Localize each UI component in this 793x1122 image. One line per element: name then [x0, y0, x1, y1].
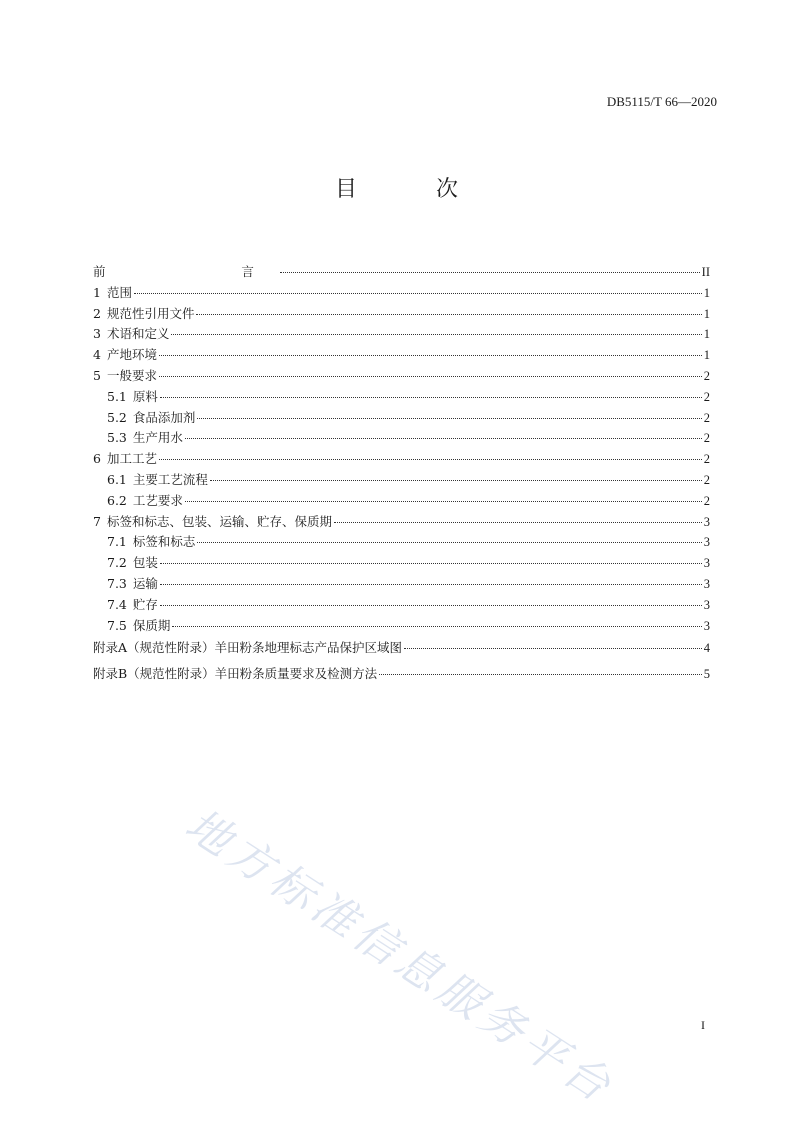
toc-entry-page: 5 [703, 667, 710, 682]
toc-entry-label: 标签和标志、包装、运输、贮存、保质期 [106, 513, 332, 529]
page-number: I [701, 1018, 705, 1032]
toc-entry[interactable] [93, 262, 710, 283]
toc-entry-number: 4 [93, 347, 101, 363]
toc-entry-label: 生产用水 [132, 430, 183, 446]
toc-entry[interactable] [93, 512, 710, 533]
toc-entry-label: 术语和定义 [106, 326, 170, 342]
toc-entry-label: 范围 [106, 284, 132, 300]
toc-entry-label: 加工工艺 [106, 451, 157, 467]
toc-entry-label: 一般要求 [106, 367, 157, 383]
toc-entry-number: 7.2 [107, 555, 127, 571]
toc-entry[interactable] [93, 470, 710, 491]
toc-entry-page: 2 [703, 368, 710, 383]
toc-entry[interactable] [93, 532, 710, 553]
toc-entry-page: 2 [703, 410, 710, 425]
toc-entry-label: 附录A（规范性附录）羊田粉条地理标志产品保护区域图 [93, 640, 403, 656]
toc-entry-label: 产地环境 [106, 347, 157, 363]
toc-leader-dots [134, 293, 702, 294]
toc-entry[interactable] [93, 283, 710, 304]
toc-entry-label: 主要工艺流程 [132, 471, 208, 487]
toc-entry-label: 食品添加剂 [132, 409, 196, 425]
toc-title: 目 次 [335, 177, 494, 202]
toc-entry-page: 1 [703, 306, 710, 321]
document-code: DB5115/T 66—2020 [606, 94, 717, 109]
toc-leader-dots [160, 563, 702, 564]
toc-entry-page: 1 [703, 285, 710, 300]
toc-entry-number: 6 [93, 451, 101, 467]
toc-entry-label: 保质期 [132, 617, 171, 633]
toc-entry-number: 5.3 [107, 430, 127, 446]
toc-entry-page: 2 [703, 389, 710, 404]
watermark: 地方标准信息服务平台 [176, 799, 624, 1115]
toc-entry-page: 3 [703, 618, 710, 633]
toc-entry[interactable] [93, 304, 710, 325]
toc-leader-dots [160, 397, 702, 398]
toc-leader-dots [197, 418, 701, 419]
toc-entry[interactable] [93, 638, 710, 662]
toc-leader-dots [185, 501, 702, 502]
toc-leader-dots [280, 272, 700, 273]
toc-entry[interactable] [93, 664, 710, 688]
toc-entry[interactable] [93, 491, 710, 512]
toc-entry-page: 3 [703, 556, 710, 571]
toc-entry[interactable] [93, 595, 710, 616]
toc-entry[interactable] [93, 553, 710, 574]
toc-entry-number: 5.1 [107, 388, 127, 404]
toc-entry-label: 运输 [132, 575, 158, 591]
toc-entry-page: 4 [703, 641, 710, 656]
toc-leader-dots [196, 314, 701, 315]
toc-entry-page: 2 [703, 493, 710, 508]
toc-entry-number: 7.5 [107, 617, 127, 633]
toc-entry-number: 3 [93, 326, 101, 342]
toc-entry-label: 工艺要求 [132, 492, 183, 508]
toc-leader-dots [160, 605, 702, 606]
toc-entry-label: 原料 [132, 388, 158, 404]
toc-entry[interactable] [93, 366, 710, 387]
toc-leader-dots [159, 376, 702, 377]
toc-entry-page: II [701, 265, 710, 279]
toc-entry-page: 3 [703, 535, 710, 550]
toc-entry-number: 7.1 [107, 534, 127, 550]
toc-entry-page: 3 [703, 576, 710, 591]
toc-entry-label: 标签和标志 [132, 534, 196, 550]
toc-entry-number: 5 [93, 367, 101, 383]
toc-entry[interactable] [93, 428, 710, 449]
toc-entry-number: 7 [93, 513, 101, 529]
toc-leader-dots [210, 480, 702, 481]
toc-entry-number: 7.4 [107, 596, 127, 612]
toc-entry-page: 2 [703, 472, 710, 487]
toc-leader-dots [404, 648, 702, 649]
toc-entry-page: 3 [703, 597, 710, 612]
toc-leader-dots [197, 542, 701, 543]
toc-leader-dots [159, 459, 702, 460]
toc-leader-dots [172, 626, 701, 627]
toc-leader-dots [159, 355, 702, 356]
toc-entry[interactable] [93, 408, 710, 429]
toc-entry[interactable] [93, 387, 710, 408]
toc-leader-dots [185, 438, 702, 439]
toc-entry-number: 5.2 [107, 409, 127, 425]
toc-list [93, 262, 710, 688]
toc-leader-dots [334, 522, 702, 523]
toc-entry-number: 7.3 [107, 575, 127, 591]
toc-entry[interactable] [93, 345, 710, 366]
toc-entry[interactable] [93, 574, 710, 595]
toc-entry-number: 1 [93, 284, 101, 300]
toc-entry-page: 2 [703, 431, 710, 446]
toc-entry-number: 6.1 [107, 471, 127, 487]
toc-entry-label: 贮存 [132, 596, 158, 612]
toc-leader-dots [171, 334, 701, 335]
toc-leader-dots [379, 674, 702, 675]
toc-entry[interactable] [93, 324, 710, 345]
toc-entry-label: 附录B（规范性附录）羊田粉条质量要求及检测方法 [93, 666, 378, 682]
toc-entry-number: 6.2 [107, 492, 127, 508]
toc-entry-page: 3 [703, 514, 710, 529]
toc-entry[interactable] [93, 449, 710, 470]
toc-entry-label: 前 言 [93, 264, 278, 279]
toc-entry-page: 2 [703, 452, 710, 467]
toc-entry-label: 包装 [132, 555, 158, 571]
toc-entry-page: 1 [703, 348, 710, 363]
toc-entry-label: 规范性引用文件 [106, 305, 195, 321]
toc-entry-page: 1 [703, 327, 710, 342]
toc-entry-number: 2 [93, 305, 101, 321]
toc-entry[interactable] [93, 616, 710, 637]
toc-leader-dots [160, 584, 702, 585]
